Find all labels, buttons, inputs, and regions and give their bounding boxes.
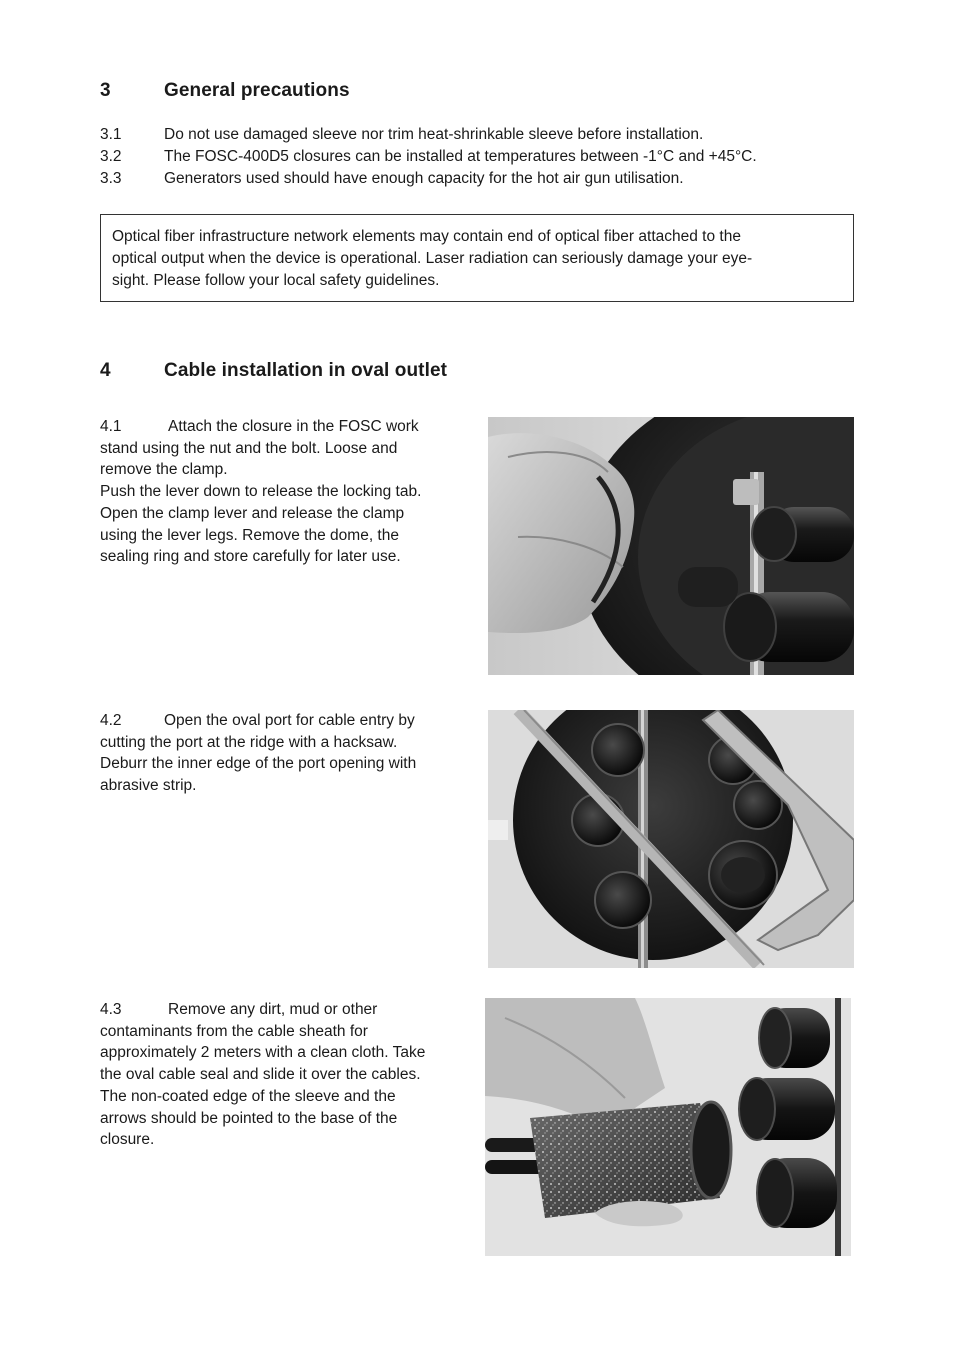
safety-notice-box — [100, 214, 854, 302]
section-3-title: General precautions — [164, 80, 350, 101]
step-line: Push the lever down to release the locking tab. — [100, 483, 422, 501]
step-line: Deburr the inner edge of the port opening with — [100, 755, 417, 773]
item-number: 3.3 — [100, 170, 122, 187]
item-number: 3.2 — [100, 148, 122, 165]
step-line: cutting the port at the ridge with a hacksaw. — [100, 733, 398, 751]
section-4-number: 4 — [100, 360, 111, 381]
step-line: the oval cable seal and slide it over the cables. — [100, 1066, 421, 1084]
list-item — [100, 146, 860, 168]
notice-line: optical output when the device is operational. Laser radiation can seriously damage your eye- — [112, 250, 753, 267]
step-line: Attach the closure in the FOSC work — [168, 418, 419, 435]
list-item — [100, 124, 860, 146]
photo-hacksaw-port-cutting — [488, 710, 854, 968]
item-number: 3.1 — [100, 126, 122, 143]
step-4-2-text — [100, 710, 472, 797]
step-line: contaminants from the cable sheath for — [100, 1022, 368, 1040]
item-text: Generators used should have enough capacity for the hot air gun utilisation. — [164, 170, 684, 187]
step-line: remove the clamp. — [100, 461, 228, 479]
list-item — [100, 168, 860, 190]
step-line: sealing ring and store carefully for later use. — [100, 548, 401, 566]
step-line: closure. — [100, 1131, 155, 1149]
step-line: abrasive strip. — [100, 777, 197, 795]
step-number: 4.2 — [100, 712, 122, 729]
step-line: Open the oval port for cable entry by — [164, 712, 415, 729]
photo-oval-cable-seal — [485, 998, 851, 1256]
notice-line: Optical fiber infrastructure network elements may contain end of optical fiber attached to the — [112, 228, 741, 245]
step-line: The non-coated edge of the sleeve and the — [100, 1087, 396, 1105]
section-3-heading — [100, 80, 860, 104]
step-number: 4.1 — [100, 418, 122, 435]
step-4-3-text — [100, 999, 472, 1151]
section-4-title: Cable installation in oval outlet — [164, 360, 448, 381]
notice-line: sight. Please follow your local safety guidelines. — [112, 272, 440, 289]
step-line: arrows should be pointed to the base of the — [100, 1109, 398, 1127]
item-text: Do not use damaged sleeve nor trim heat-shrinkable sleeve before installation. — [164, 126, 704, 143]
step-line: Remove any dirt, mud or other — [168, 1001, 378, 1018]
section-3-number: 3 — [100, 80, 111, 101]
step-line: stand using the nut and the bolt. Loose and — [100, 439, 398, 457]
step-line: Open the clamp lever and release the clamp — [100, 504, 405, 522]
step-4-1-text — [100, 416, 472, 568]
step-number: 4.3 — [100, 1001, 122, 1018]
step-line: approximately 2 meters with a clean cloth. Take — [100, 1044, 426, 1062]
photo-closure-clamp-removal — [488, 417, 854, 675]
item-text: The FOSC-400D5 closures can be installed at temperatures between -1°C and +45°C. — [164, 148, 757, 165]
step-line: using the lever legs. Remove the dome, the — [100, 526, 399, 544]
section-4-heading — [100, 360, 860, 384]
